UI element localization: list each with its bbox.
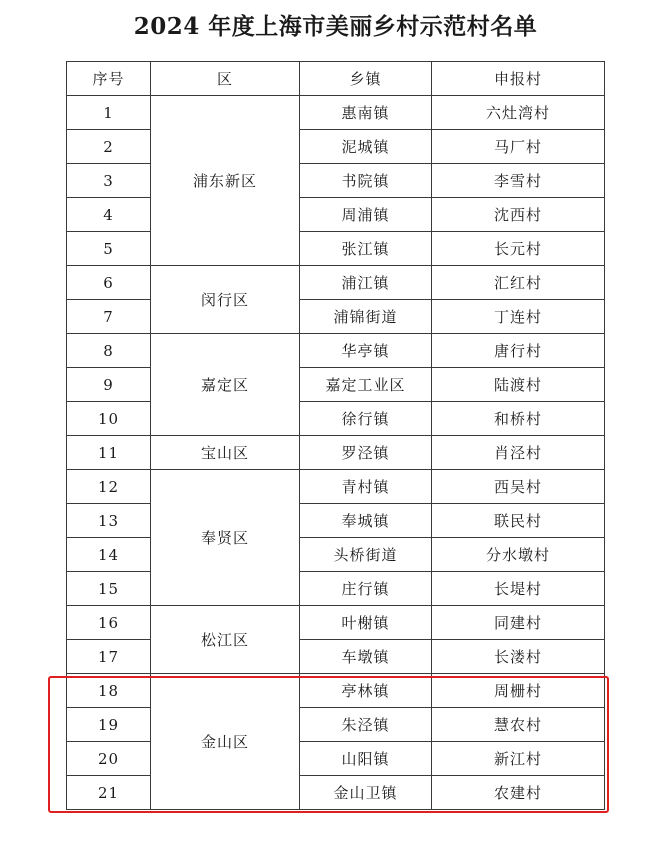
cell-town: 张江镇 <box>300 232 432 266</box>
cell-num: 10 <box>67 402 151 436</box>
cell-district: 松江区 <box>151 606 300 674</box>
table-row <box>67 368 605 402</box>
cell-village: 六灶湾村 <box>432 96 605 130</box>
cell-district: 奉贤区 <box>151 470 300 606</box>
table-row <box>67 538 605 572</box>
cell-village: 联民村 <box>432 504 605 538</box>
cell-village: 长堤村 <box>432 572 605 606</box>
cell-village: 和桥村 <box>432 402 605 436</box>
cell-num: 20 <box>67 742 151 776</box>
cell-village: 李雪村 <box>432 164 605 198</box>
cell-num: 2 <box>67 130 151 164</box>
cell-village: 新江村 <box>432 742 605 776</box>
table-row <box>67 436 605 470</box>
table-row <box>67 96 605 130</box>
cell-village: 长溇村 <box>432 640 605 674</box>
cell-village: 沈西村 <box>432 198 605 232</box>
cell-town: 庄行镇 <box>300 572 432 606</box>
cell-num: 14 <box>67 538 151 572</box>
cell-town: 浦锦街道 <box>300 300 432 334</box>
table-row <box>67 300 605 334</box>
cell-district: 嘉定区 <box>151 334 300 436</box>
cell-town: 罗泾镇 <box>300 436 432 470</box>
cell-town: 奉城镇 <box>300 504 432 538</box>
cell-num: 13 <box>67 504 151 538</box>
header-town: 乡镇 <box>300 62 432 96</box>
header-district: 区 <box>151 62 300 96</box>
cell-village: 慧农村 <box>432 708 605 742</box>
table-row <box>67 742 605 776</box>
cell-num: 16 <box>67 606 151 640</box>
cell-num: 3 <box>67 164 151 198</box>
cell-num: 7 <box>67 300 151 334</box>
cell-num: 12 <box>67 470 151 504</box>
table-row <box>67 470 605 504</box>
cell-district: 宝山区 <box>151 436 300 470</box>
village-list-table <box>66 61 605 810</box>
header-village: 申报村 <box>432 62 605 96</box>
table-row <box>67 674 605 708</box>
cell-village: 马厂村 <box>432 130 605 164</box>
cell-num: 17 <box>67 640 151 674</box>
table-row <box>67 266 605 300</box>
cell-town: 泥城镇 <box>300 130 432 164</box>
cell-village: 肖泾村 <box>432 436 605 470</box>
cell-num: 8 <box>67 334 151 368</box>
cell-village: 唐行村 <box>432 334 605 368</box>
cell-town: 华亭镇 <box>300 334 432 368</box>
cell-town: 浦江镇 <box>300 266 432 300</box>
cell-village: 农建村 <box>432 776 605 810</box>
cell-town: 亭林镇 <box>300 674 432 708</box>
cell-num: 9 <box>67 368 151 402</box>
cell-town: 惠南镇 <box>300 96 432 130</box>
cell-town: 周浦镇 <box>300 198 432 232</box>
table-row <box>67 776 605 810</box>
cell-num: 1 <box>67 96 151 130</box>
cell-num: 21 <box>67 776 151 810</box>
table-row <box>67 640 605 674</box>
cell-num: 6 <box>67 266 151 300</box>
table-header-row <box>67 62 605 96</box>
cell-num: 4 <box>67 198 151 232</box>
cell-village: 长元村 <box>432 232 605 266</box>
cell-num: 19 <box>67 708 151 742</box>
cell-district: 闵行区 <box>151 266 300 334</box>
cell-town: 青村镇 <box>300 470 432 504</box>
cell-town: 头桥街道 <box>300 538 432 572</box>
document-title: 2024 年度上海市美丽乡村示范村名单 <box>133 13 538 40</box>
table-row <box>67 130 605 164</box>
cell-town: 山阳镇 <box>300 742 432 776</box>
table-row <box>67 708 605 742</box>
cell-num: 18 <box>67 674 151 708</box>
cell-village: 陆渡村 <box>432 368 605 402</box>
cell-village: 分水墩村 <box>432 538 605 572</box>
cell-district: 浦东新区 <box>151 96 300 266</box>
cell-village: 周栅村 <box>432 674 605 708</box>
table-row <box>67 164 605 198</box>
cell-town: 车墩镇 <box>300 640 432 674</box>
cell-district: 金山区 <box>151 674 300 810</box>
table-row <box>67 334 605 368</box>
cell-village: 汇红村 <box>432 266 605 300</box>
cell-town: 叶榭镇 <box>300 606 432 640</box>
cell-town: 嘉定工业区 <box>300 368 432 402</box>
cell-town: 书院镇 <box>300 164 432 198</box>
table-row <box>67 232 605 266</box>
header-num: 序号 <box>67 62 151 96</box>
cell-village: 同建村 <box>432 606 605 640</box>
cell-village: 丁连村 <box>432 300 605 334</box>
table-row <box>67 504 605 538</box>
cell-town: 金山卫镇 <box>300 776 432 810</box>
table-row <box>67 402 605 436</box>
cell-num: 11 <box>67 436 151 470</box>
cell-village: 西吴村 <box>432 470 605 504</box>
cell-town: 徐行镇 <box>300 402 432 436</box>
table-row <box>67 572 605 606</box>
cell-num: 5 <box>67 232 151 266</box>
table-row <box>67 198 605 232</box>
cell-town: 朱泾镇 <box>300 708 432 742</box>
cell-num: 15 <box>67 572 151 606</box>
table-row <box>67 606 605 640</box>
